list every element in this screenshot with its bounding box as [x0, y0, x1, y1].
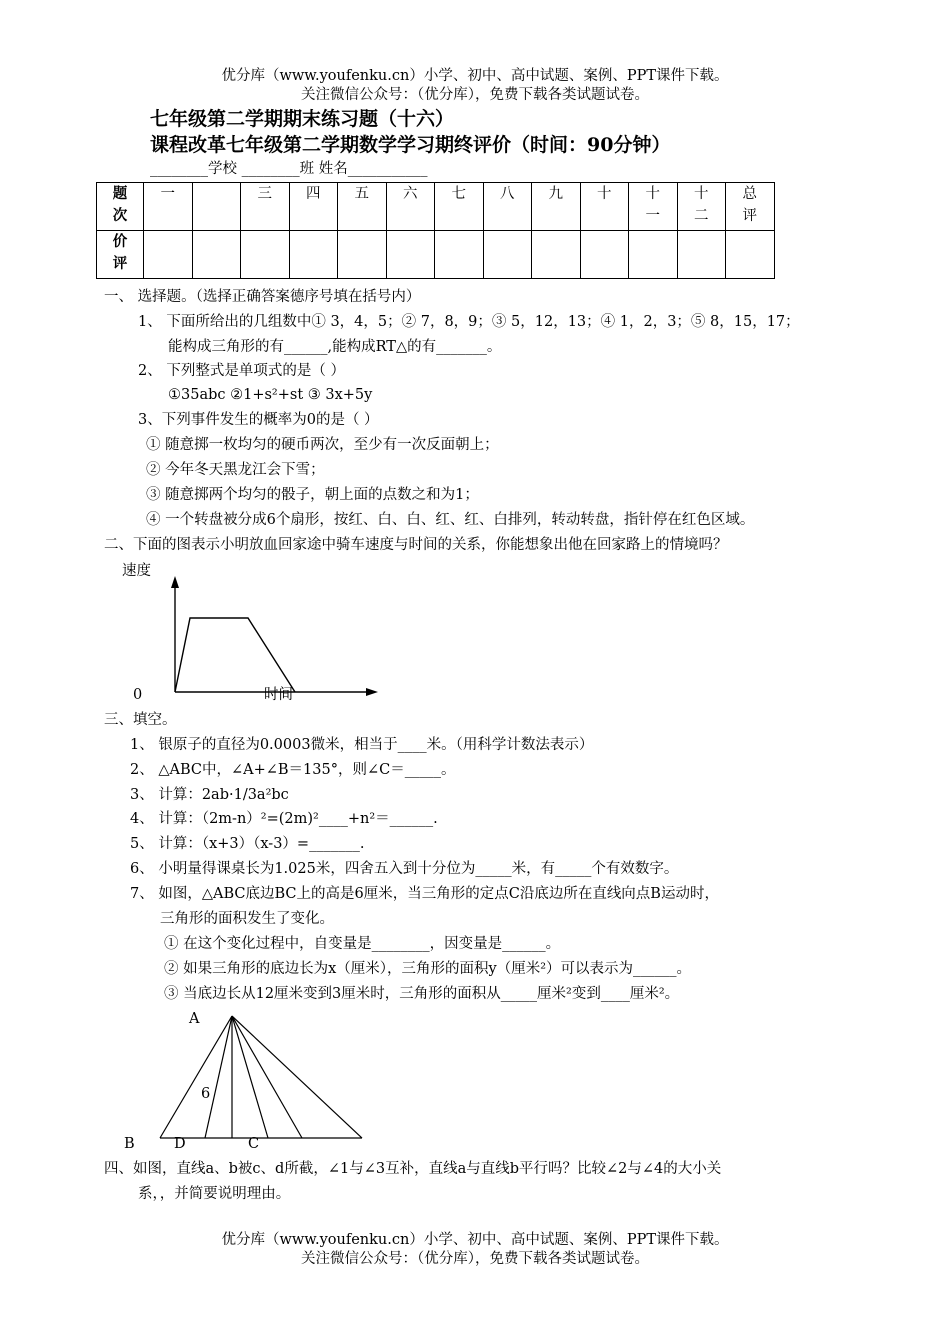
triangle-figure: [160, 1016, 362, 1138]
y-axis-arrow: [171, 576, 179, 588]
col-10: 十: [580, 183, 629, 231]
s3-q2: 2、 △ABC中，∠A+∠B＝135°，则∠C＝_____。: [130, 762, 456, 778]
s3-q5: 5、 计算：（x+3）（x-3）=_______.: [130, 836, 365, 852]
page-title: 七年级第二学期期末练习题（十六）: [150, 108, 455, 130]
header-line-1: 优分库（www.youfenku.cn）小学、初中、高中试题、案例、PPT课件下载。: [221, 68, 729, 84]
s1-q1-line1: 1、 下面所给出的几组数中① 3，4，5；② 7，8，9；③ 5，12，13；④ 1，2，3；⑤ 8，15，17；: [138, 314, 800, 330]
label-A: A: [189, 1011, 200, 1027]
speed-curve: [175, 618, 295, 692]
s1-q3-opt2: ② 今年冬天黑龙江会下雪；: [146, 462, 325, 478]
col-3: 三: [241, 183, 290, 231]
section4-line1: 四、如图，直线a、b被c、d所截，∠1与∠3互补，直线a与直线b平行吗？比较∠2与∠4的大小关: [104, 1161, 722, 1177]
s3-q1: 1、 银原子的直径为0.0003微米，相当于____米。（用科学计数法表示）: [130, 737, 594, 753]
segment-A-c1: [232, 1016, 268, 1138]
label-C: C: [248, 1136, 260, 1152]
s1-q3-opt1: ① 随意掷一枚均匀的硬币两次，至少有一次反面朝上；: [146, 437, 499, 453]
graph-origin: 0: [133, 687, 143, 703]
s3-q7-sub2: ② 如果三角形的底边长为x（厘米），三角形的面积y（厘米²）可以表示为______。: [164, 961, 692, 977]
s1-q2-options: ①35abc ②1+s²+st ③ 3x+5y: [168, 387, 373, 403]
col-4: 四: [289, 183, 338, 231]
col-8: 八: [483, 183, 532, 231]
col-12: 十 二: [677, 183, 726, 231]
student-info-fields: ________学校 ________班 姓名___________: [150, 161, 428, 177]
label-height: 6: [201, 1086, 211, 1102]
s3-q7-line2: 三角形的面积发生了变化。: [160, 911, 334, 927]
section2-text: 二、下面的图表示小明放血回家途中骑车速度与时间的关系，你能想象出他在回家路上的情境吗？: [104, 537, 728, 553]
s1-q3: 3、下列事件发生的概率为0的是（ ）: [138, 412, 379, 428]
label-B: B: [124, 1136, 135, 1152]
section3-heading: 三、填空。: [104, 712, 177, 728]
col-total: 总 评: [726, 183, 775, 231]
s1-q3-opt3: ③ 随意掷两个均匀的骰子，朝上面的点数之和为1；: [146, 487, 479, 503]
header-line-2: 关注微信公众号：（优分库），免费下载各类试题试卷。: [301, 87, 649, 103]
s3-q6: 6、 小明量得课桌长为1.025米，四舍五入到十分位为_____米，有_____个有效数字。: [130, 861, 679, 877]
col-9: 九: [532, 183, 581, 231]
label-D: D: [174, 1136, 186, 1152]
footer-line-1: 优分库（www.youfenku.cn）小学、初中、高中试题、案例、PPT课件下载。: [221, 1232, 729, 1248]
s3-q4: 4、 计算：（2m-n）²=(2m)²____+n²＝______.: [130, 811, 438, 827]
graph-xlabel: 时间: [264, 687, 293, 703]
section4-line2: 系，，并简要说明理由。: [138, 1186, 291, 1202]
col-5: 五: [338, 183, 387, 231]
col-11: 十 一: [629, 183, 678, 231]
segment-A-c2: [232, 1016, 302, 1138]
s1-q2: 2、 下列整式是单项式的是（ ）: [138, 363, 345, 379]
footer-line-2: 关注微信公众号：（优分库），免费下载各类试题试卷。: [301, 1251, 649, 1267]
s3-q3: 3、 计算：2ab·1/3a²bc: [130, 787, 289, 803]
graph-ylabel: 速度: [122, 563, 151, 579]
s3-q7-line1: 7、 如图，△ABC底边BC上的高是6厘米，当三角形的定点C沿底边所在直线向点B运动时，: [130, 886, 719, 902]
side-AC: [232, 1016, 362, 1138]
speed-time-graph: [171, 576, 378, 696]
page-subtitle: 课程改革七年级第二学期数学学习期终评价（时间：90分钟）: [150, 134, 671, 156]
col-1: 一: [144, 183, 193, 231]
s3-q7-sub3: ③ 当底边长从12厘米变到3厘米时，三角形的面积从_____厘米²变到____厘米²。: [164, 986, 680, 1002]
s1-q3-opt4: ④ 一个转盘被分成6个扇形，按红、白、白、红、红、白排列，转动转盘，指针停在红色区域。: [146, 512, 755, 528]
col-6: 六: [386, 183, 435, 231]
col-7: 七: [435, 183, 484, 231]
segment-AD: [205, 1016, 232, 1138]
section1-heading: 一、 选择题。（选择正确答案德序号填在括号内）: [104, 289, 421, 305]
s3-q7-sub1: ① 在这个变化过程中，自变量是________，因变量是______。: [164, 936, 561, 952]
row-head-items: 题 次: [97, 183, 144, 231]
s1-q1-line2: 能构成三角形的有______,能构成RT△的有_______。: [168, 339, 502, 355]
row-head-scores: 价 评: [97, 231, 144, 279]
side-AB: [160, 1016, 232, 1138]
x-axis-arrow: [366, 688, 378, 696]
